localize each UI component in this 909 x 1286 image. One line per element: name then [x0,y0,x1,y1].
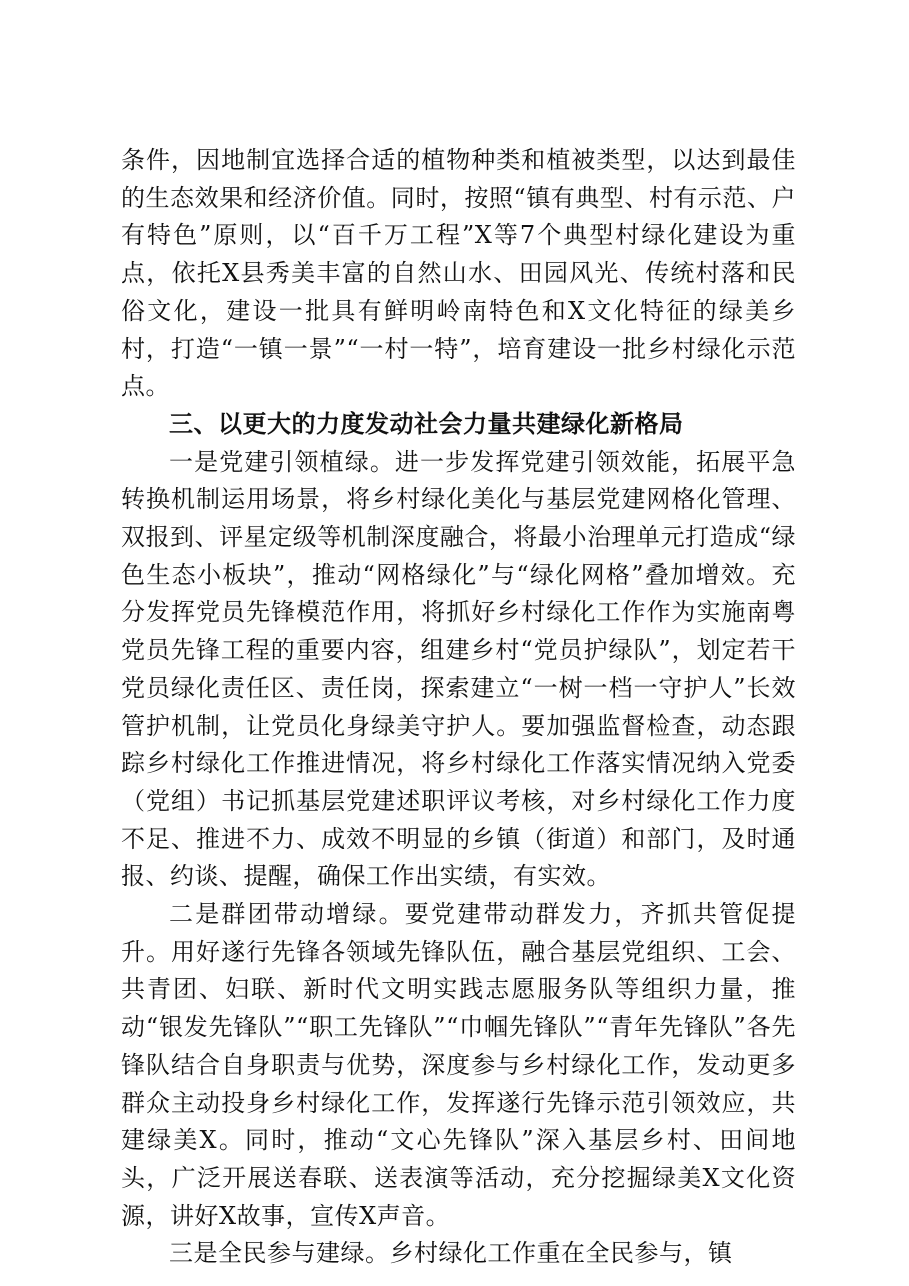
paragraph-public-participation: 三是全民参与建绿。乡村绿化工作重在全民参与，镇 [169,1239,733,1268]
paragraph-party-building: 一是党建引领植绿。进一步发挥党建引领效能，拓展平急转换机制运用场景，将乡村绿化美化与基层党建网格化管理、双报到、评星定级等机制深度融合，将最小治理单元打造成“绿色生态小板块”，推动“网格绿化”与“绿化网格”叠加增效。充分发挥党员先锋模范作用，将抓好乡村绿化工作作为实施南粤党员先锋工程的重要内容，组建乡村“党员护绿队”，划定若干党员绿化责任区、责任岗，探索建立“一树一档一守护人”长效管护机制，让党员化身绿美守护人。要加强监督检查，动态跟踪乡村绿化工作推进情况，将乡村绿化工作落实情况纳入党委（党组）书记抓基层党建述职评议考核，对乡村绿化工作力度不足、推进不力、成效不明显的乡镇（街道）和部门，及时通报、约谈、提醒，确保工作出实绩，有实效。 [121,447,796,891]
document-body [121,142,796,1273]
paragraph-continuation: 条件，因地制宜选择合适的植物种类和植被类型，以达到最佳的生态效果和经济价值。同时，按照“镇有典型、村有示范、户有特色”原则，以“百千万工程”X等7个典型村绿化建设为重点，依托X县秀美丰富的自然山水、田园风光、传统村落和民俗文化，建设一批具有鲜明岭南特色和X文化特征的绿美乡村，打造“一镇一景”“一村一特”，培育建设一批乡村绿化示范点。 [121,146,796,401]
paragraph-group-driven: 二是群团带动增绿。要党建带动群发力，齐抓共管促提升。用好遂行先锋各领域先锋队伍，融合基层党组织、工会、共青团、妇联、新时代文明实践志愿服务队等组织力量，推动“银发先锋队”“职工先锋队”“巾帼先锋队”“青年先锋队”各先锋队结合自身职责与优势，深度参与乡村绿化工作，发动更多群众主动投身乡村绿化工作，发挥遂行先锋示范引领效应，共建绿美X。同时，推动“文心先锋队”深入基层乡村、田间地头，广泛开展送春联、送表演等活动，充分挖掘绿美X文化资源，讲好X故事，宣传X声音。 [121,900,796,1230]
section-heading: 三、以更大的力度发动社会力量共建绿化新格局 [169,409,684,438]
